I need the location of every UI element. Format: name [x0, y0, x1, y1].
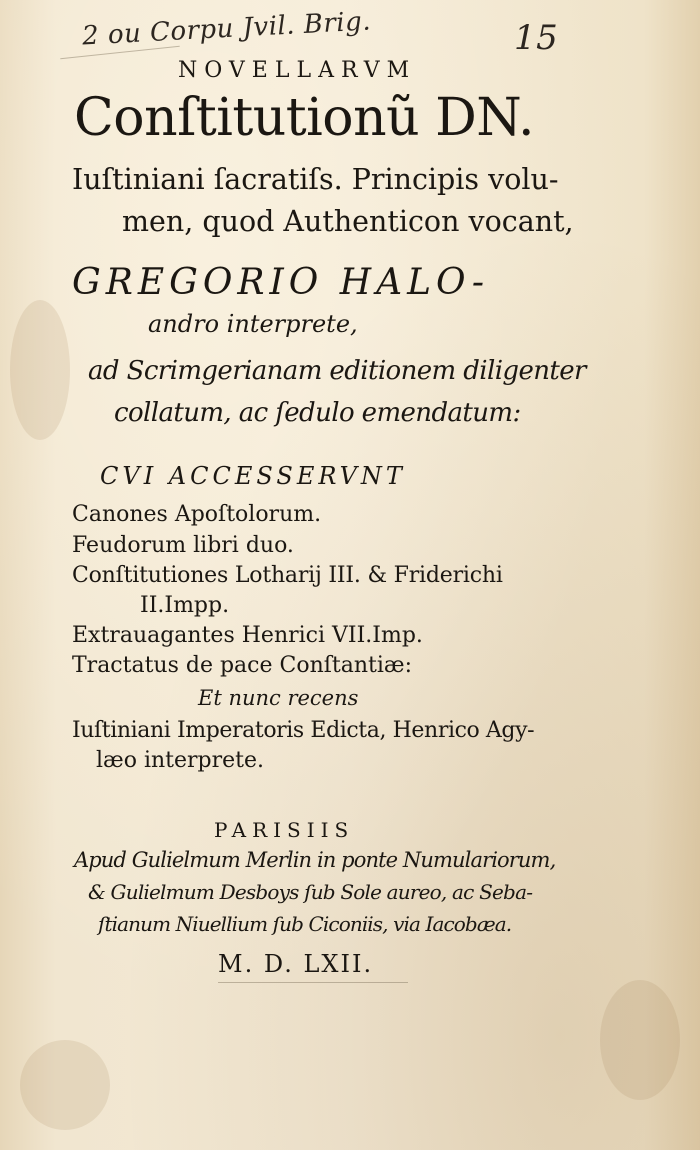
- edicta-line: Iuſtiniani Imperatoris Edicta, Henrico Agy-: [72, 718, 535, 743]
- imprint-year: M. D. LXII.: [218, 950, 374, 978]
- accesserunt-item: II.Impp.: [140, 593, 230, 618]
- imprint-line: Apud Gulielmum Merlin in ponte Numulariorum,: [74, 848, 556, 872]
- et-nunc-recens: Et nunc recens: [198, 686, 359, 710]
- title-line-constitutionum: Conſtitutionũ DN.: [74, 88, 534, 148]
- imprint-line: ſtianum Niuellium ſub Ciconiis, via Iacobæa.: [98, 912, 512, 936]
- handwritten-note: 2 ou Corpu Jvil. Brig.: [81, 6, 372, 52]
- imprint-line: & Gulielmum Desboys ſub Sole aureo, ac Seba-: [88, 880, 533, 904]
- title-line-volumen: men, quod Authenticon vocant,: [122, 205, 574, 238]
- accesserunt-heading: CVI ACCESSERVNT: [100, 462, 406, 490]
- accesserunt-item: Feudorum libri duo.: [72, 533, 294, 558]
- edicta-line: læo interprete.: [96, 748, 265, 773]
- year-underline: [218, 982, 408, 983]
- translator-line-interprete: andro interprete,: [148, 310, 358, 338]
- imprint-city: PARISIIS: [214, 818, 355, 842]
- handwritten-folio-number: 15: [514, 18, 559, 58]
- paper-stain: [600, 980, 680, 1100]
- accesserunt-item: Tractatus de pace Conſtantiæ:: [72, 653, 412, 678]
- translator-line-collation: ad Scrimgerianam editionem diligenter: [88, 356, 586, 386]
- accesserunt-item: Conſtitutiones Lotharij III. & Friderichi: [72, 563, 503, 588]
- title-line-iustiniani: Iuſtiniani ſacratiſs. Principis volu-: [72, 163, 559, 196]
- title-line-novellarum: NOVELLARVM: [178, 58, 417, 83]
- translator-line-emendatum: collatum, ac ſedulo emendatum:: [114, 398, 521, 428]
- paper-stain: [20, 1040, 110, 1130]
- accesserunt-item: Canones Apoſtolorum.: [72, 502, 322, 527]
- accesserunt-item: Extrauagantes Henrici VII.Imp.: [72, 623, 423, 648]
- translator-name: GREGORIO HALO-: [72, 262, 489, 303]
- paper-stain: [10, 300, 70, 440]
